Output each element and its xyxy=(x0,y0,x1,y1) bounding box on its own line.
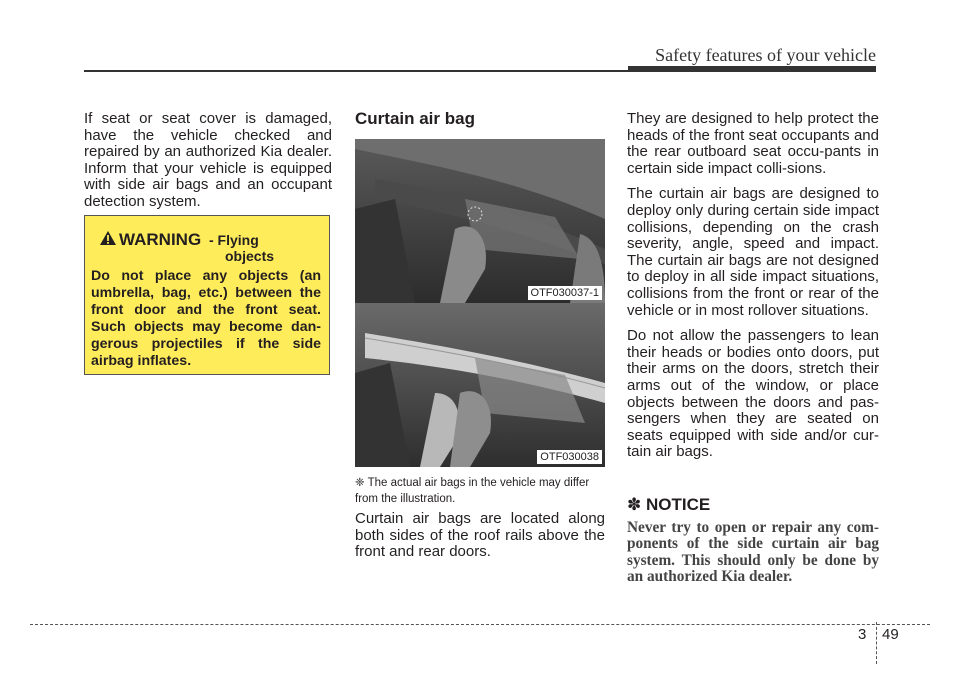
curtain-airbag-location: Curtain air bags are located along both sides of the roof rails above the front and rear doors. xyxy=(355,510,605,561)
notice-body: Never try to open or repair any com-ponents of the side curtain air bag system. This should only be done by an authorized Kia dealer. xyxy=(627,519,879,586)
illustration-curtain-airbag-deployed xyxy=(355,303,605,467)
chapter-number: 3 xyxy=(858,626,867,643)
warning-subtitle: - Flying xyxy=(209,232,259,248)
warning-box xyxy=(84,215,330,375)
illustration-note: ❈ The actual air bags in the vehicle may differ from the illustration. xyxy=(355,477,590,505)
paragraph-2: The curtain air bags are designed to deploy only during certain side impact collisions, depending on the crash severity, angle, speed and impact. The curtain air bags are not designed to deploy in all side impact situations, collisions from the front or rear of the vehicle or in most rollover situations. xyxy=(627,185,879,319)
left-column xyxy=(84,111,332,211)
header-rule-accent xyxy=(628,66,876,72)
page-number: 49 xyxy=(882,626,899,643)
warning-title: WARNING xyxy=(119,230,202,249)
section-heading: Curtain air bag xyxy=(355,109,475,128)
illustration-curtain-airbag-stowed xyxy=(355,139,605,303)
intro-paragraph: If seat or seat cover is damaged, have the vehicle checked and repaired by an authorized Kia dealer. Inform that your vehicle is equipped with side air bags and an occupant detection system. xyxy=(84,110,332,210)
middle-column-heading xyxy=(355,111,605,128)
footer-rule xyxy=(30,624,930,625)
car-interior-deployed-illustration xyxy=(355,303,605,467)
illustration-code-1: OTF030037-1 xyxy=(528,286,602,300)
warning-subtitle-2: objects xyxy=(225,248,275,264)
right-column xyxy=(627,111,879,470)
warning-body: Do not place any objects (an umbrella, bag, etc.) between the front door and the front seat. Such objects may become dan-gerous projectiles if the side airbag inflates. xyxy=(91,268,321,369)
car-interior-illustration xyxy=(355,139,605,303)
notice-title: ✽ NOTICE xyxy=(627,495,711,514)
header-title: Safety features of your vehicle xyxy=(655,45,876,65)
page-number-divider xyxy=(876,622,877,664)
paragraph-3: Do not allow the passengers to lean their heads or bodies onto doors, put their arms on the doors, stretch their arms out of the window, or place objects between the doors and pas-sengers when they are seated on seats equipped with side and/or cur-tain air bags. xyxy=(627,327,879,461)
warning-triangle-icon xyxy=(99,230,117,246)
paragraph-1: They are designed to help protect the heads of the front seat occupants and the rear outboard seat occu-pants in certain side impact colli-sions. xyxy=(627,110,879,177)
illustration-code-2: OTF030038 xyxy=(537,450,602,464)
